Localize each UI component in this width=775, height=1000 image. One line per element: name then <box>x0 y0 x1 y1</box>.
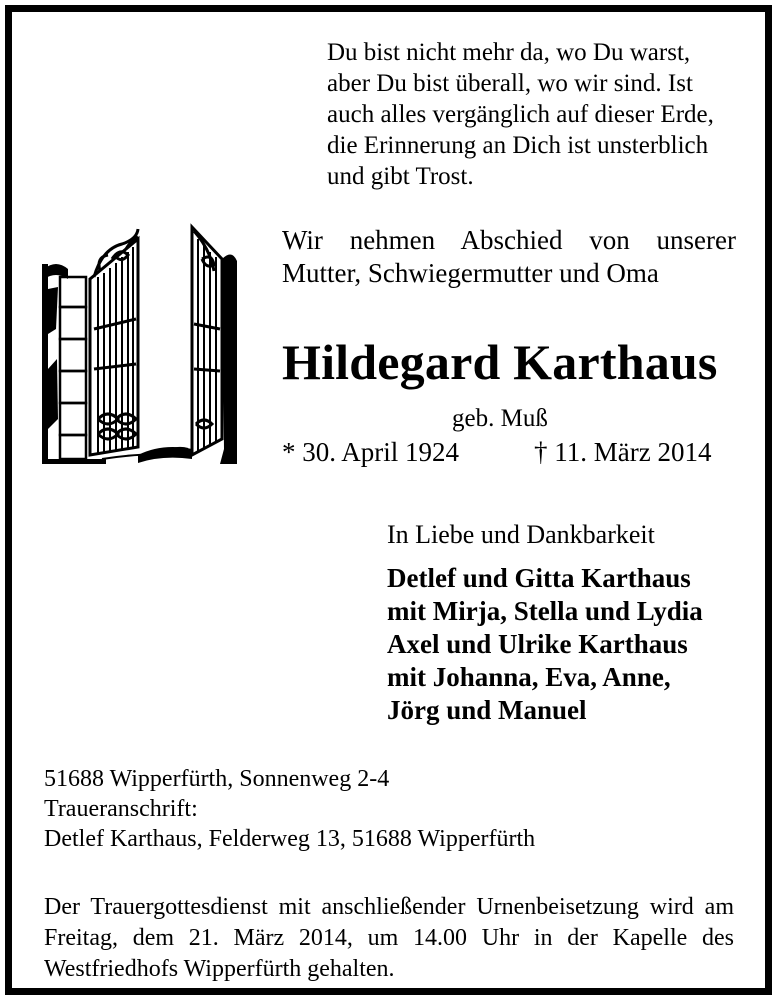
poem-line: auch alles vergänglich auf dieser Erde, <box>327 101 714 128</box>
mourner-line: Detlef und Gitta Karthaus <box>387 563 691 593</box>
address-block <box>44 764 535 854</box>
mourner-line: Axel und Ulrike Karthaus <box>387 629 688 659</box>
mourning-address: Detlef Karthaus, Felderweg 13, 51688 Wipperfürth <box>44 826 536 852</box>
poem-line: und gibt Trost. <box>327 163 474 190</box>
mourner-line: mit Mirja, Stella und Lydia <box>387 596 703 626</box>
home-address: 51688 Wipperfürth, Sonnenweg 2-4 <box>44 766 390 792</box>
poem-line: die Erinnerung an Dich ist unsterblich <box>327 132 709 159</box>
birth-date: * 30. April 1924 <box>282 437 460 467</box>
open-gate-icon <box>42 219 237 464</box>
maiden-name: geb. Muß <box>452 405 548 432</box>
death-date: † 11. März 2014 <box>534 437 712 467</box>
funeral-service-text: Der Trauergottesdienst mit anschließender Urnenbeisetzung wird am Freitag, dem 21. März 2014, um 14.00 Uhr in der Kapelle des Westfriedhofs Wipperfürth gehalten. <box>44 894 734 982</box>
mourner-line: mit Johanna, Eva, Anne, <box>387 662 671 692</box>
mourners-intro: In Liebe und Dankbarkeit <box>387 520 655 549</box>
farewell-line-2: Mutter, Schwiegermutter und Oma <box>282 258 659 288</box>
mourner-line: Jörg und Manuel <box>387 695 587 725</box>
mourners-list <box>387 562 703 727</box>
mourning-address-label: Traueranschrift: <box>44 796 198 822</box>
farewell-line-1: Wir nehmen Abschied von unserer <box>282 225 736 255</box>
deceased-name: Hildegard Karthaus <box>282 334 718 390</box>
obituary-notice <box>5 5 772 995</box>
poem-line: aber Du bist überall, wo wir sind. Ist <box>327 70 693 97</box>
poem-line: Du bist nicht mehr da, wo Du warst, <box>327 39 691 66</box>
poem <box>327 37 714 192</box>
farewell-intro <box>282 224 736 290</box>
